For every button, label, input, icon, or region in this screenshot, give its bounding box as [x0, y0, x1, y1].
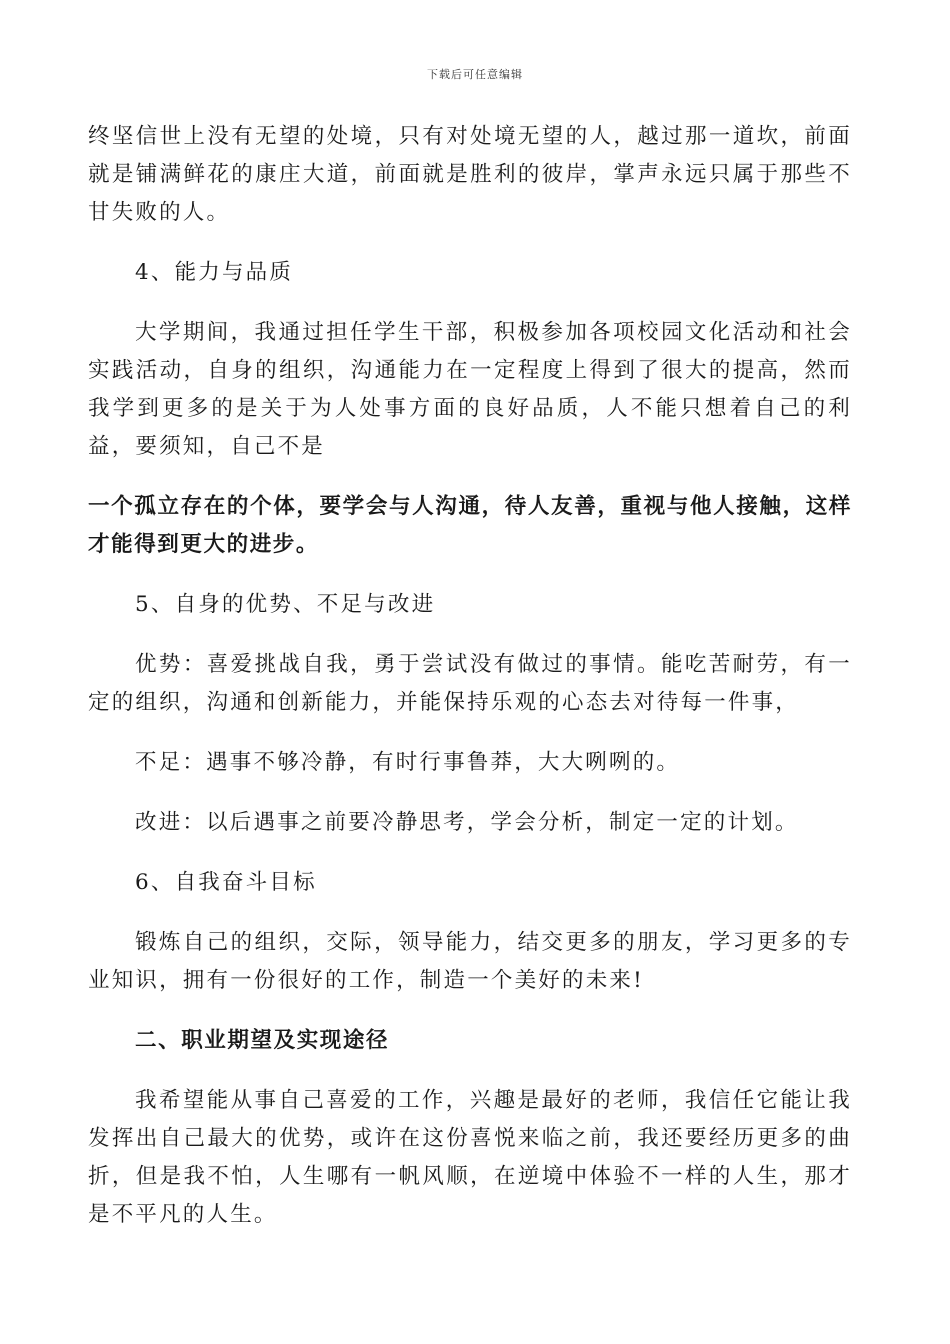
paragraph-belief: 终坚信世上没有无望的处境，只有对处境无望的人，越过那一道坎，前面就是铺满鲜花的康庄大道，前面就是胜利的彼岸，掌声永远只属于那些不甘失败的人。	[88, 124, 852, 225]
paragraph-weaknesses: 不足：遇事不够冷静，有时行事鲁莽，大大咧咧的。	[135, 750, 681, 775]
document-body	[88, 118, 852, 1234]
paragraph-individual: 一个孤立存在的个体，要学会与人沟通，待人友善，重视与他人接触，这样才能得到更大的进步。	[88, 494, 852, 557]
section-heading-career: 二、职业期望及实现途径	[135, 1028, 390, 1053]
heading-goals: 6、自我奋斗目标	[135, 870, 317, 895]
heading-ability-quality: 4、能力与品质	[135, 260, 294, 285]
paragraph-university: 大学期间，我通过担任学生干部，积极参加各项校园文化活动和社会实践活动，自身的组织，沟通能力在一定程度上得到了很大的提高，然而我学到更多的是关于为人处事方面的良好品质，人不能只想着自己的利益，要须知，自己不是	[88, 320, 852, 459]
page-header: 下载后可任意编辑	[427, 68, 523, 81]
heading-strengths-weaknesses: 5、自身的优势、不足与改进	[135, 592, 436, 617]
paragraph-strengths: 优势：喜爱挑战自我，勇于尝试没有做过的事情。能吃苦耐劳，有一定的组织，沟通和创新能力，并能保持乐观的心态去对待每一件事，	[88, 652, 852, 715]
paragraph-career: 我希望能从事自己喜爱的工作，兴趣是最好的老师，我信任它能让我发挥出自己最大的优势，或许在这份喜悦来临之前，我还要经历更多的曲折，但是我不怕，人生哪有一帆风顺，在逆境中体验不一样的人生，那才是不平凡的人生。	[88, 1088, 852, 1227]
paragraph-improvement: 改进：以后遇事之前要冷静思考，学会分析，制定一定的计划。	[135, 810, 799, 835]
paragraph-goals: 锻炼自己的组织，交际，领导能力，结交更多的朋友，学习更多的专业知识，拥有一份很好的工作，制造一个美好的未来!	[88, 930, 852, 993]
